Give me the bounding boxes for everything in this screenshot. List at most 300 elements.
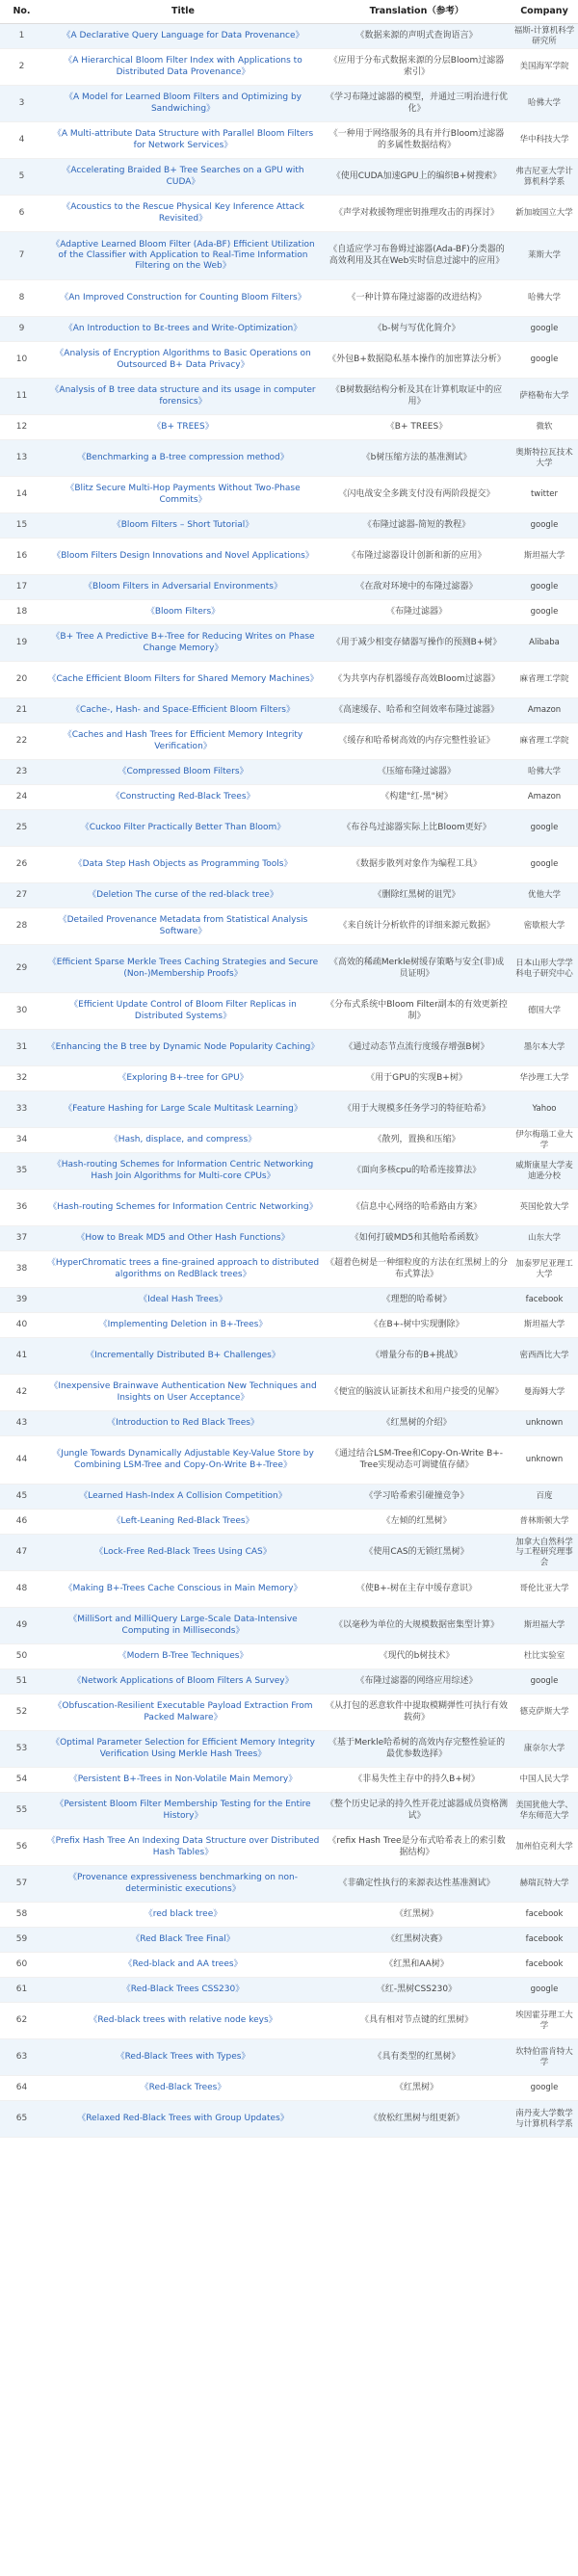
row-number: 32 [0, 1066, 43, 1091]
paper-title-link[interactable]: 《A Multi-attribute Data Structure with Parallel Bloom Filters for Network Services》 [43, 122, 323, 159]
table-row [0, 415, 578, 440]
company-name: google [511, 317, 578, 342]
translation-text: 《通过动态节点流行度缓存增强B树》 [323, 1030, 511, 1066]
translation-text: 《理想的哈希树》 [323, 1288, 511, 1313]
row-number: 23 [0, 760, 43, 785]
header-translation: Translation（参考） [323, 0, 511, 24]
table-row [0, 625, 578, 662]
table-row [0, 1251, 578, 1288]
paper-title-link[interactable]: 《Accelerating Braided B+ Tree Searches on a GPU with CUDA》 [43, 159, 323, 196]
translation-text: 《左倾的红黑树》 [323, 1510, 511, 1535]
row-number: 33 [0, 1091, 43, 1128]
translation-text: 《数据步散列对象作为编程工具》 [323, 847, 511, 883]
company-name: 加州伯克利大学 [511, 1829, 578, 1866]
row-number: 65 [0, 2101, 43, 2138]
paper-title-link[interactable]: 《Hash-routing Schemes for Information Centric Networking》 [43, 1190, 323, 1226]
table-row [0, 1695, 578, 1731]
header-no: No. [0, 0, 43, 24]
row-number: 60 [0, 1953, 43, 1978]
company-name: google [511, 810, 578, 847]
row-number: 12 [0, 415, 43, 440]
company-name: 奥斯特拉瓦技术大学 [511, 440, 578, 477]
translation-text: 《构建"红-黑"树》 [323, 785, 511, 810]
translation-text: 《b-树与写优化简介》 [323, 317, 511, 342]
paper-title-link[interactable]: 《How to Break MD5 and Other Hash Functions》 [43, 1226, 323, 1251]
paper-title-link[interactable]: 《Hash-routing Schemes for Information Centric Networking Hash Join Algorithms for Multi-core CPUs》 [43, 1153, 323, 1190]
table-row [0, 122, 578, 159]
company-name: 曼海姆大学 [511, 1375, 578, 1411]
paper-title-link[interactable]: 《Analysis of B tree data structure and its usage in computer forensics》 [43, 379, 323, 415]
company-name: 南丹麦大学数学与计算机科学系 [511, 2101, 578, 2138]
row-number: 11 [0, 379, 43, 415]
paper-title-link[interactable]: 《Red-black trees with relative node keys》 [43, 2003, 323, 2039]
table-header-row [0, 0, 578, 24]
row-number: 46 [0, 1510, 43, 1535]
paper-title-link[interactable]: 《red black tree》 [43, 1903, 323, 1928]
translation-text: 《用于GPU的实现B+树》 [323, 1066, 511, 1091]
table-row [0, 1030, 578, 1066]
paper-title-link[interactable]: 《Efficient Update Control of Bloom Filter Replicas in Distributed Systems》 [43, 993, 323, 1030]
translation-text: 《红黑树决赛》 [323, 1928, 511, 1953]
translation-text: 《非确定性执行的来源表达性基准测试》 [323, 1866, 511, 1903]
company-name: 英国伦敦大学 [511, 1190, 578, 1226]
translation-text: 《B树数据结构分析及其在计算机取证中的应用》 [323, 379, 511, 415]
row-number: 39 [0, 1288, 43, 1313]
row-number: 35 [0, 1153, 43, 1190]
company-name: Yahoo [511, 1091, 578, 1128]
table-row [0, 575, 578, 600]
company-name: 德克萨斯大学 [511, 1695, 578, 1731]
translation-text: 《数据来源的声明式查询语言》 [323, 24, 511, 49]
table-row [0, 1226, 578, 1251]
company-name: 麻省理工学院 [511, 662, 578, 698]
company-name: google [511, 1669, 578, 1695]
translation-text: 《缓存和哈希树高效的内存完整性验证》 [323, 723, 511, 760]
table-row [0, 1608, 578, 1644]
translation-text: 《放松红黑树与组更新》 [323, 2101, 511, 2138]
company-name: 哈佛大学 [511, 280, 578, 317]
company-name: 密西西比大学 [511, 1338, 578, 1375]
table-row [0, 440, 578, 477]
paper-title-link[interactable]: 《Ideal Hash Trees》 [43, 1288, 323, 1313]
translation-text: 《非易失性主存中的持久B+树》 [323, 1768, 511, 1793]
row-number: 28 [0, 908, 43, 945]
company-name: 康奈尔大学 [511, 1731, 578, 1768]
row-number: 2 [0, 49, 43, 86]
translation-text: 《refix Hash Tree是分布式哈希表上的索引数据结构》 [323, 1829, 511, 1866]
company-name: facebook [511, 1903, 578, 1928]
table-row [0, 232, 578, 280]
paper-title-link[interactable]: 《Learned Hash-Index A Collision Competition》 [43, 1485, 323, 1510]
table-row [0, 1768, 578, 1793]
row-number: 20 [0, 662, 43, 698]
table-row [0, 1928, 578, 1953]
row-number: 19 [0, 625, 43, 662]
row-number: 45 [0, 1485, 43, 1510]
translation-text: 《便宜的脑波认证新技术和用户接受的见解》 [323, 1375, 511, 1411]
table-row [0, 945, 578, 993]
row-number: 44 [0, 1436, 43, 1485]
table-row [0, 1644, 578, 1669]
table-row [0, 1436, 578, 1485]
row-number: 3 [0, 86, 43, 122]
paper-title-link[interactable]: 《Persistent Bloom Filter Membership Testing for the Entire History》 [43, 1793, 323, 1829]
translation-text: 《红黑和AA树》 [323, 1953, 511, 1978]
paper-title-link[interactable]: 《Deletion The curse of the red-black tree》 [43, 883, 323, 908]
translation-text: 《使B+-树在主存中缓存意识》 [323, 1571, 511, 1608]
table-row [0, 2076, 578, 2101]
translation-text: 《用于减少相变存储器写操作的预测B+树》 [323, 625, 511, 662]
paper-title-link[interactable]: 《Benchmarking a B-tree compression method》 [43, 440, 323, 477]
row-number: 8 [0, 280, 43, 317]
paper-title-link[interactable]: 《Jungle Towards Dynamically Adjustable Key-Value Store by Combining LSM-Tree and Copy-On-Write B+-Tree》 [43, 1436, 323, 1485]
translation-text: 《布隆过滤器-简短的教程》 [323, 513, 511, 539]
paper-title-link[interactable]: 《Cuckoo Filter Practically Better Than Bloom》 [43, 810, 323, 847]
table-row [0, 1669, 578, 1695]
company-name: 普林斯顿大学 [511, 1510, 578, 1535]
company-name: facebook [511, 1953, 578, 1978]
company-name: 威斯康星大学麦迪逊分校 [511, 1153, 578, 1190]
row-number: 55 [0, 1793, 43, 1829]
translation-text: 《在B+-树中实现删除》 [323, 1313, 511, 1338]
company-name: 德国大学 [511, 993, 578, 1030]
translation-text: 《使用CAS的无锁红黑树》 [323, 1535, 511, 1571]
company-name: google [511, 342, 578, 379]
company-name: 山东大学 [511, 1226, 578, 1251]
paper-title-link[interactable]: 《Bloom Filters》 [43, 600, 323, 625]
company-name: 弗吉尼亚大学计算机科学系 [511, 159, 578, 196]
translation-text: 《在敌对环境中的布隆过滤器》 [323, 575, 511, 600]
table-row [0, 847, 578, 883]
paper-title-link[interactable]: 《Implementing Deletion in B+-Trees》 [43, 1313, 323, 1338]
paper-title-link[interactable]: 《Red-Black Trees CSS230》 [43, 1978, 323, 2003]
table-row [0, 1411, 578, 1436]
paper-title-link[interactable]: 《Compressed Bloom Filters》 [43, 760, 323, 785]
table-row [0, 379, 578, 415]
translation-text: 《红黑树的介绍》 [323, 1411, 511, 1436]
translation-text: 《删除红黑树的诅咒》 [323, 883, 511, 908]
paper-title-link[interactable]: 《Introduction to Red Black Trees》 [43, 1411, 323, 1436]
company-name: 哈佛大学 [511, 86, 578, 122]
paper-title-link[interactable]: 《Left-Leaning Red-Black Trees》 [43, 1510, 323, 1535]
row-number: 59 [0, 1928, 43, 1953]
translation-text: 《高效的稀疏Merkle树缓存策略与安全(非)成员证明》 [323, 945, 511, 993]
translation-text: 《为共享内存机器缓存高效Bloom过滤器》 [323, 662, 511, 698]
table-row [0, 1485, 578, 1510]
company-name: 埃因霍芬理工大学 [511, 2003, 578, 2039]
paper-title-link[interactable]: 《Adaptive Learned Bloom Filter (Ada-BF) Efficient Utilization of the Classifier with Application to Real-Time Information Filtering on the Web》 [43, 232, 323, 280]
table-row [0, 159, 578, 196]
translation-text: 《整个历史记录的持久性开花过滤器成员资格测试》 [323, 1793, 511, 1829]
row-number: 54 [0, 1768, 43, 1793]
row-number: 27 [0, 883, 43, 908]
paper-title-link[interactable]: 《B+ TREES》 [43, 415, 323, 440]
row-number: 63 [0, 2039, 43, 2076]
table-row [0, 662, 578, 698]
paper-title-link[interactable]: 《A Model for Learned Bloom Filters and Optimizing by Sandwiching》 [43, 86, 323, 122]
company-name: 伊尔梅瑙工业大学 [511, 1128, 578, 1153]
paper-title-link[interactable]: 《An Introduction to Bε-trees and Write-Optimization》 [43, 317, 323, 342]
company-name: google [511, 600, 578, 625]
translation-text: 《具有相对节点键的红黑树》 [323, 2003, 511, 2039]
company-name: google [511, 2076, 578, 2101]
company-name: 杜比实验室 [511, 1644, 578, 1669]
row-number: 43 [0, 1411, 43, 1436]
table-row [0, 1953, 578, 1978]
row-number: 51 [0, 1669, 43, 1695]
company-name: google [511, 847, 578, 883]
table-row [0, 883, 578, 908]
company-name: Alibaba [511, 625, 578, 662]
table-row [0, 1731, 578, 1768]
paper-title-link[interactable]: 《Data Step Hash Objects as Programming Tools》 [43, 847, 323, 883]
table-row [0, 49, 578, 86]
paper-title-link[interactable]: 《Incrementally Distributed B+ Challenges》 [43, 1338, 323, 1375]
company-name: Amazon [511, 785, 578, 810]
header-title: Title [43, 0, 323, 24]
table-row [0, 1866, 578, 1903]
table-row [0, 810, 578, 847]
translation-text: 《布隆过滤器设计创新和新的应用》 [323, 539, 511, 575]
paper-title-link[interactable]: 《Provenance expressiveness benchmarking on non-deterministic executions》 [43, 1866, 323, 1903]
translation-text: 《布谷鸟过滤器实际上比Bloom更好》 [323, 810, 511, 847]
company-name: 微软 [511, 415, 578, 440]
row-number: 16 [0, 539, 43, 575]
paper-title-link[interactable]: 《Exploring B+-tree for GPU》 [43, 1066, 323, 1091]
row-number: 62 [0, 2003, 43, 2039]
translation-text: 《从打包的恶意软件中提取模糊弹性可执行有效载荷》 [323, 1695, 511, 1731]
row-number: 40 [0, 1313, 43, 1338]
company-name: facebook [511, 1288, 578, 1313]
row-number: 52 [0, 1695, 43, 1731]
row-number: 10 [0, 342, 43, 379]
paper-title-link[interactable]: 《Modern B-Tree Techniques》 [43, 1644, 323, 1669]
paper-title-link[interactable]: 《Efficient Sparse Merkle Trees Caching Strategies and Secure (Non-)Membership Proofs》 [43, 945, 323, 993]
row-number: 18 [0, 600, 43, 625]
paper-title-link[interactable]: 《Constructing Red-Black Trees》 [43, 785, 323, 810]
table-row [0, 723, 578, 760]
translation-text: 《具有类型的红黑树》 [323, 2039, 511, 2076]
paper-title-link[interactable]: 《HyperChromatic trees a fine-grained approach to distributed algorithms on RedBlack trees》 [43, 1251, 323, 1288]
paper-title-link[interactable]: 《A Hierarchical Bloom Filter Index with Applications to Distributed Data Provenance》 [43, 49, 323, 86]
paper-title-link[interactable]: 《Cache Efficient Bloom Filters for Shared Memory Machines》 [43, 662, 323, 698]
table-row [0, 1128, 578, 1153]
paper-title-link[interactable]: 《Hash, displace, and compress》 [43, 1128, 323, 1153]
table-row [0, 1190, 578, 1226]
row-number: 7 [0, 232, 43, 280]
company-name: 美国犹他大学、华东师范大学 [511, 1793, 578, 1829]
row-number: 64 [0, 2076, 43, 2101]
paper-title-link[interactable]: 《Red-black and AA trees》 [43, 1953, 323, 1978]
company-name: 加泰罗尼亚理工大学 [511, 1251, 578, 1288]
paper-title-link[interactable]: 《Red Black Tree Final》 [43, 1928, 323, 1953]
paper-title-link[interactable]: 《Enhancing the B tree by Dynamic Node Popularity Caching》 [43, 1030, 323, 1066]
table-row [0, 1375, 578, 1411]
company-name: 墨尔本大学 [511, 1030, 578, 1066]
paper-title-link[interactable]: 《Making B+-Trees Cache Conscious in Main Memory》 [43, 1571, 323, 1608]
row-number: 41 [0, 1338, 43, 1375]
translation-text: 《压缩布隆过滤器》 [323, 760, 511, 785]
translation-text: 《现代的b树技术》 [323, 1644, 511, 1669]
translation-text: 《散列，置换和压缩》 [323, 1128, 511, 1153]
row-number: 22 [0, 723, 43, 760]
company-name: unknown [511, 1436, 578, 1485]
row-number: 47 [0, 1535, 43, 1571]
translation-text: 《布隆过滤器》 [323, 600, 511, 625]
row-number: 30 [0, 993, 43, 1030]
company-name: 百度 [511, 1485, 578, 1510]
translation-text: 《用于大规模多任务学习的特征哈希》 [323, 1091, 511, 1128]
table-row [0, 1153, 578, 1190]
table-row [0, 760, 578, 785]
paper-title-link[interactable]: 《Prefix Hash Tree An Indexing Data Structure over Distributed Hash Tables》 [43, 1829, 323, 1866]
company-name: 坎特伯雷肯特大学 [511, 2039, 578, 2076]
table-row [0, 1066, 578, 1091]
company-name: 美国海军学院 [511, 49, 578, 86]
translation-text: 《外包B+数据隐私基本操作的加密算法分析》 [323, 342, 511, 379]
paper-title-link[interactable]: 《MilliSort and MilliQuery Large-Scale Data-Intensive Computing in Milliseconds》 [43, 1608, 323, 1644]
paper-title-link[interactable]: 《Acoustics to the Rescue Physical Key Inference Attack Revisited》 [43, 196, 323, 232]
translation-text: 《b树压缩方法的基准测试》 [323, 440, 511, 477]
translation-text: 《应用于分布式数据来源的分层Bloom过滤器索引》 [323, 49, 511, 86]
table-row [0, 342, 578, 379]
paper-title-link[interactable]: 《Persistent B+-Trees in Non-Volatile Main Memory》 [43, 1768, 323, 1793]
paper-title-link[interactable]: 《Red-Black Trees with Types》 [43, 2039, 323, 2076]
table-row [0, 24, 578, 49]
translation-text: 《如何打破MD5和其他哈希函数》 [323, 1226, 511, 1251]
table-row [0, 785, 578, 810]
translation-text: 《声学对救援物理密钥推理攻击的再探讨》 [323, 196, 511, 232]
translation-text: 《学习哈希索引碰撞竞争》 [323, 1485, 511, 1510]
paper-title-link[interactable]: 《Bloom Filters – Short Tutorial》 [43, 513, 323, 539]
company-name: 哈佛大学 [511, 760, 578, 785]
paper-title-link[interactable]: 《B+ Tree A Predictive B+-Tree for Reducing Writes on Phase Change Memory》 [43, 625, 323, 662]
table-row [0, 477, 578, 513]
paper-title-link[interactable]: 《Bloom Filters in Adversarial Environments》 [43, 575, 323, 600]
row-number: 6 [0, 196, 43, 232]
company-name: facebook [511, 1928, 578, 1953]
company-name: 密歇根大学 [511, 908, 578, 945]
translation-text: 《红黑树》 [323, 2076, 511, 2101]
company-name: 华沙理工大学 [511, 1066, 578, 1091]
translation-text: 《增量分布的B+挑战》 [323, 1338, 511, 1375]
company-name: 哥伦比亚大学 [511, 1571, 578, 1608]
paper-title-link[interactable]: 《Obfuscation-Resilient Executable Payload Extraction From Packed Malware》 [43, 1695, 323, 1731]
paper-title-link[interactable]: 《Optimal Parameter Selection for Efficient Memory Integrity Verification Using Merkle Hash Trees》 [43, 1731, 323, 1768]
table-row [0, 698, 578, 723]
table-row [0, 196, 578, 232]
row-number: 42 [0, 1375, 43, 1411]
row-number: 61 [0, 1978, 43, 2003]
company-name: twitter [511, 477, 578, 513]
row-number: 21 [0, 698, 43, 723]
table-row [0, 2003, 578, 2039]
paper-title-link[interactable]: 《A Declarative Query Language for Data Provenance》 [43, 24, 323, 49]
row-number: 24 [0, 785, 43, 810]
paper-title-link[interactable]: 《Lock-Free Red-Black Trees Using CAS》 [43, 1535, 323, 1571]
row-number: 29 [0, 945, 43, 993]
row-number: 14 [0, 477, 43, 513]
company-name: Amazon [511, 698, 578, 723]
paper-title-link[interactable]: 《Relaxed Red-Black Trees with Group Updates》 [43, 2101, 323, 2138]
company-name: google [511, 513, 578, 539]
paper-title-link[interactable]: 《Analysis of Encryption Algorithms to Basic Operations on Outsourced B+ Data Privacy》 [43, 342, 323, 379]
company-name: 斯坦福大学 [511, 1313, 578, 1338]
company-name: 日本山形大学学科电子研究中心 [511, 945, 578, 993]
row-number: 13 [0, 440, 43, 477]
company-name: 华中科技大学 [511, 122, 578, 159]
row-number: 25 [0, 810, 43, 847]
row-number: 50 [0, 1644, 43, 1669]
row-number: 15 [0, 513, 43, 539]
row-number: 1 [0, 24, 43, 49]
table-row [0, 2101, 578, 2138]
paper-title-link[interactable]: 《Bloom Filters Design Innovations and Novel Applications》 [43, 539, 323, 575]
table-row [0, 1288, 578, 1313]
translation-text: 《布隆过滤器的网络应用综述》 [323, 1669, 511, 1695]
row-number: 37 [0, 1226, 43, 1251]
paper-title-link[interactable]: 《An Improved Construction for Counting Bloom Filters》 [43, 280, 323, 317]
table-row [0, 1903, 578, 1928]
row-number: 49 [0, 1608, 43, 1644]
table-row [0, 1338, 578, 1375]
translation-text: 《B+ TREES》 [323, 415, 511, 440]
row-number: 58 [0, 1903, 43, 1928]
paper-title-link[interactable]: 《Network Applications of Bloom Filters A Survey》 [43, 1669, 323, 1695]
header-company: Company [511, 0, 578, 24]
translation-text: 《使用CUDA加速GPU上的编织B+树搜索》 [323, 159, 511, 196]
company-name: 优他大学 [511, 883, 578, 908]
paper-title-link[interactable]: 《Cache-, Hash- and Space-Efficient Bloom Filters》 [43, 698, 323, 723]
paper-title-link[interactable]: 《Inexpensive Brainwave Authentication New Techniques and Insights on User Acceptance》 [43, 1375, 323, 1411]
table-row [0, 600, 578, 625]
company-name: 麻省理工学院 [511, 723, 578, 760]
translation-text: 《分布式系统中Bloom Filter副本的有效更新控制》 [323, 993, 511, 1030]
row-number: 34 [0, 1128, 43, 1153]
row-number: 5 [0, 159, 43, 196]
company-name: 斯坦福大学 [511, 1608, 578, 1644]
table-row [0, 1571, 578, 1608]
table-row [0, 1313, 578, 1338]
table-row [0, 1091, 578, 1128]
paper-title-link[interactable]: 《Feature Hashing for Large Scale Multitask Learning》 [43, 1091, 323, 1128]
paper-title-link[interactable]: 《Detailed Provenance Metadata from Statistical Analysis Software》 [43, 908, 323, 945]
table-row [0, 1829, 578, 1866]
translation-text: 《红黑树》 [323, 1903, 511, 1928]
paper-title-link[interactable]: 《Red-Black Trees》 [43, 2076, 323, 2101]
row-number: 17 [0, 575, 43, 600]
paper-title-link[interactable]: 《Caches and Hash Trees for Efficient Memory Integrity Verification》 [43, 723, 323, 760]
company-name: 萨格勒布大学 [511, 379, 578, 415]
paper-title-link[interactable]: 《Blitz Secure Multi-Hop Payments Without Two-Phase Commits》 [43, 477, 323, 513]
row-number: 48 [0, 1571, 43, 1608]
company-name: 莱斯大学 [511, 232, 578, 280]
company-name: 加拿大自然科学与工程研究理事会 [511, 1535, 578, 1571]
company-name: google [511, 1978, 578, 2003]
table-row [0, 317, 578, 342]
translation-text: 《一种用于网络服务的具有并行Bloom过滤器的多属性数据结构》 [323, 122, 511, 159]
company-name: 中国人民大学 [511, 1768, 578, 1793]
row-number: 31 [0, 1030, 43, 1066]
row-number: 53 [0, 1731, 43, 1768]
company-name: 赫瑞瓦特大学 [511, 1866, 578, 1903]
row-number: 57 [0, 1866, 43, 1903]
translation-text: 《高速缓存、哈希和空间效率布隆过滤器》 [323, 698, 511, 723]
table-row [0, 86, 578, 122]
translation-text: 《来自统计分析软件的详细来源元数据》 [323, 908, 511, 945]
row-number: 56 [0, 1829, 43, 1866]
table-row [0, 2039, 578, 2076]
